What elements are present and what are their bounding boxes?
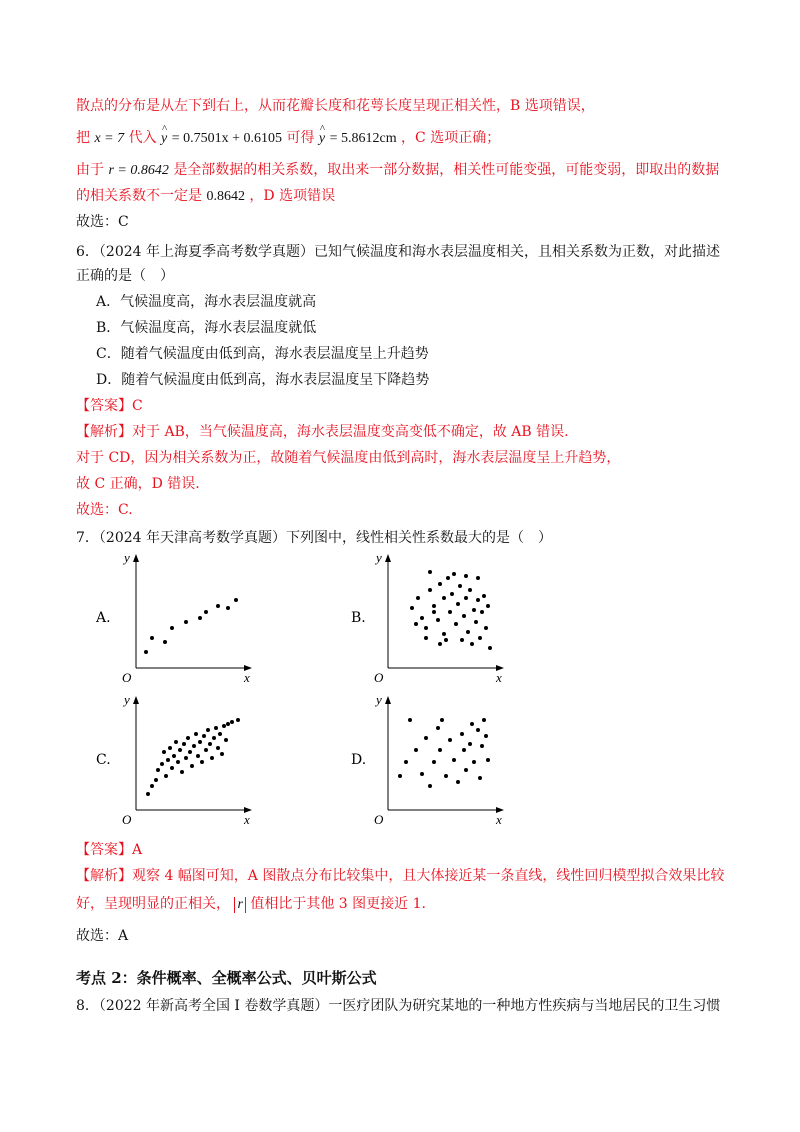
q6-analysis-3: 故 C 正确，D 错误. xyxy=(76,476,200,492)
scatter-plot-c xyxy=(118,690,258,826)
scatter-point xyxy=(432,610,436,614)
scatter-point xyxy=(482,718,486,722)
scatter-point xyxy=(456,780,460,784)
text: 是全部数据的相关系数，取出来一部分数据，相关性可能变强，可能变弱，即取出的数据 xyxy=(173,162,720,178)
q6-stem-1: 6．（2024 年上海夏季高考数学真题）已知气候温度和海水表层温度相关，且相关系数为正数，对此描述 xyxy=(76,244,720,260)
formula-x: x = 7 xyxy=(94,131,125,146)
scatter-point xyxy=(428,588,432,592)
plot-c-label: C. xyxy=(96,752,111,768)
q5-analysis-line-1: 散点的分布是从左下到右上，从而花瓣长度和花萼长度呈现正相关性，B 选项错误， xyxy=(76,98,595,114)
q6-answer: 【答案】C xyxy=(76,398,143,414)
y-axis-arrow xyxy=(385,554,391,562)
scatter-point xyxy=(184,620,188,624)
origin-label: O xyxy=(374,670,384,684)
scatter-point xyxy=(436,618,440,622)
scatter-point xyxy=(220,752,224,756)
scatter-point xyxy=(464,574,468,578)
q6-stem-2: 正确的是（ ） xyxy=(76,268,174,284)
scatter-point xyxy=(470,642,474,646)
scatter-point xyxy=(432,604,436,608)
formula-abs-r: r xyxy=(234,897,245,913)
q6-option-c: C．随着气候温度由低到高，海水表层温度呈上升趋势 xyxy=(96,346,429,362)
scatter-point xyxy=(226,606,230,610)
text: 对于 AB，当气候温度高，海水表层温度变高变低不确定，故 AB 错误. xyxy=(132,424,569,440)
scatter-point xyxy=(468,742,472,746)
scatter-point xyxy=(216,604,220,608)
scatter-point xyxy=(444,638,448,642)
text: 好，呈现明显的正相关， xyxy=(76,896,230,912)
plot-a-label: A. xyxy=(96,610,111,626)
scatter-point xyxy=(452,758,456,762)
scatter-point xyxy=(146,792,150,796)
scatter-point xyxy=(424,626,428,630)
formula-result: = 5.8612cm xyxy=(329,131,397,146)
scatter-point xyxy=(462,614,466,618)
scatter-point xyxy=(178,748,182,752)
scatter-point xyxy=(478,636,482,640)
scatter-point xyxy=(192,744,196,748)
scatter-point xyxy=(150,784,154,788)
scatter-point xyxy=(222,724,226,728)
x-axis-label: x xyxy=(244,812,250,826)
scatter-point xyxy=(224,738,228,742)
scatter-point xyxy=(476,598,480,602)
scatter-point xyxy=(472,760,476,764)
q7-answer: 【答案】A xyxy=(76,842,143,858)
scatter-point xyxy=(428,570,432,574)
scatter-plot-d-svg xyxy=(370,690,510,826)
scatter-point xyxy=(202,734,206,738)
y-axis-arrow xyxy=(133,554,139,562)
scatter-point xyxy=(180,770,184,774)
scatter-point xyxy=(456,602,460,606)
scatter-point xyxy=(198,740,202,744)
scatter-point xyxy=(186,736,190,740)
formula-yhat: ^ y xyxy=(161,129,167,149)
scatter-point xyxy=(474,620,478,624)
q6-option-b: B．气候温度高，海水表层温度就低 xyxy=(96,320,317,336)
scatter-point xyxy=(420,616,424,620)
scatter-point xyxy=(154,778,158,782)
plot-d-label: D. xyxy=(351,752,367,768)
text: ，D 选项错误 xyxy=(249,188,336,204)
scatter-point xyxy=(198,616,202,620)
text: 观察 4 幅图可知，A 图散点分布比较集中，且大体接近某一条直线，线性回归模型拟合效果比较 xyxy=(132,868,725,884)
scatter-plot-d xyxy=(370,690,510,826)
q7-analysis-2 xyxy=(76,894,426,914)
q5-choice: 故选：C xyxy=(76,214,129,230)
q6-analysis-2: 对于 CD，因为相关系数为正，故随着气候温度由低到高时，海水表层温度呈上升趋势， xyxy=(76,450,621,466)
scatter-point xyxy=(162,750,166,754)
scatter-point xyxy=(172,754,176,758)
scatter-point xyxy=(416,596,420,600)
scatter-point xyxy=(234,598,238,602)
q6-choice: 故选：C. xyxy=(76,502,133,518)
scatter-point xyxy=(194,732,198,736)
scatter-point xyxy=(404,760,408,764)
scatter-point xyxy=(478,776,482,780)
y-axis-arrow xyxy=(133,696,139,704)
scatter-point xyxy=(438,642,442,646)
scatter-point xyxy=(160,762,164,766)
scatter-point xyxy=(476,728,480,732)
analysis-tag: 【解析】 xyxy=(76,868,132,884)
q5-analysis-line-4 xyxy=(76,186,335,207)
scatter-point xyxy=(438,582,442,586)
x-axis-label: x xyxy=(496,670,502,684)
y-axis-label: y xyxy=(124,550,130,565)
scatter-point xyxy=(176,760,180,764)
scatter-point xyxy=(440,718,444,722)
origin-label: O xyxy=(122,670,132,684)
scatter-point xyxy=(208,742,212,746)
formula-value: 0.8642 xyxy=(206,189,245,204)
q5-analysis-line-2 xyxy=(76,128,500,149)
scatter-point xyxy=(448,610,452,614)
scatter-point xyxy=(460,732,464,736)
scatter-point xyxy=(450,592,454,596)
scatter-point xyxy=(444,774,448,778)
y-axis-arrow xyxy=(385,696,391,704)
scatter-point xyxy=(482,594,486,598)
formula-regression: = 0.7501x + 0.6105 xyxy=(171,131,282,146)
plot-b-label: B. xyxy=(351,610,366,626)
scatter-point xyxy=(206,728,210,732)
scatter-point xyxy=(164,774,168,778)
scatter-point xyxy=(452,572,456,576)
scatter-point xyxy=(442,632,446,636)
scatter-point xyxy=(212,736,216,740)
scatter-point xyxy=(420,772,424,776)
scatter-plot-c-svg xyxy=(118,690,258,826)
scatter-point xyxy=(470,722,474,726)
x-axis-label: x xyxy=(244,670,250,684)
text: 可得 xyxy=(286,130,315,146)
scatter-plot-b-svg xyxy=(370,548,510,684)
scatter-point xyxy=(150,636,154,640)
scatter-point xyxy=(480,610,484,614)
origin-label: O xyxy=(122,812,132,826)
y-axis-label: y xyxy=(376,550,382,565)
q7-stem: 7．（2024 年天津高考数学真题）下列图中，线性相关性系数最大的是（ ） xyxy=(76,530,552,546)
scatter-point xyxy=(428,784,432,788)
scatter-point xyxy=(424,636,428,640)
scatter-point xyxy=(446,576,450,580)
scatter-plot-a-svg xyxy=(118,548,258,684)
scatter-point xyxy=(424,736,428,740)
scatter-point xyxy=(480,744,484,748)
scatter-point xyxy=(230,720,234,724)
scatter-point xyxy=(200,760,204,764)
origin-label: O xyxy=(374,812,384,826)
text: ，C 选项正确； xyxy=(401,130,501,146)
scatter-point xyxy=(184,756,188,760)
scatter-plot-a xyxy=(118,548,258,684)
scatter-point xyxy=(398,774,402,778)
scatter-point xyxy=(414,748,418,752)
q6-option-a: A．气候温度高，海水表层温度就高 xyxy=(96,294,317,310)
scatter-point xyxy=(144,650,148,654)
scatter-point xyxy=(204,610,208,614)
scatter-point xyxy=(454,622,458,626)
scatter-point xyxy=(163,640,167,644)
scatter-point xyxy=(156,768,160,772)
scatter-point xyxy=(476,576,480,580)
scatter-point xyxy=(408,718,412,722)
scatter-point xyxy=(436,726,440,730)
x-axis-label: x xyxy=(496,812,502,826)
q6-analysis-1 xyxy=(76,422,569,442)
scatter-point xyxy=(226,722,230,726)
scatter-point xyxy=(214,726,218,730)
y-axis-label: y xyxy=(376,692,382,707)
scatter-point xyxy=(486,758,490,762)
q8-stem-1: 8．（2022 年新高考全国 I 卷数学真题）一医疗团队为研究某地的一种地方性疾病与当地居民的卫生习惯 xyxy=(76,998,721,1014)
scatter-point xyxy=(218,732,222,736)
scatter-point xyxy=(190,764,194,768)
scatter-point xyxy=(484,734,488,738)
scatter-point xyxy=(442,596,446,600)
scatter-point xyxy=(464,768,468,772)
scatter-plot-b xyxy=(370,548,510,684)
scatter-point xyxy=(460,638,464,642)
analysis-tag: 【解析】 xyxy=(76,424,132,440)
scatter-point xyxy=(168,746,172,750)
scatter-point xyxy=(458,584,462,588)
scatter-point xyxy=(468,588,472,592)
text: 把 xyxy=(76,130,90,146)
scatter-point xyxy=(438,748,442,752)
text: 值相比于其他 3 图更接近 1. xyxy=(250,896,426,912)
section-title: 考点 2：条件概率、全概率公式、贝叶斯公式 xyxy=(76,969,377,987)
scatter-point xyxy=(210,756,214,760)
q7-analysis-1 xyxy=(76,866,724,886)
text: 由于 xyxy=(76,162,104,178)
scatter-point xyxy=(432,760,436,764)
scatter-point xyxy=(466,630,470,634)
scatter-point xyxy=(166,758,170,762)
scatter-point xyxy=(182,742,186,746)
scatter-point xyxy=(462,748,466,752)
scatter-point xyxy=(236,718,240,722)
scatter-point xyxy=(196,754,200,758)
scatter-point xyxy=(414,622,418,626)
scatter-point xyxy=(410,606,414,610)
scatter-point xyxy=(448,738,452,742)
scatter-point xyxy=(486,604,490,608)
scatter-point xyxy=(484,626,488,630)
text: 代入 xyxy=(128,130,157,146)
q6-option-d: D．随着气候温度由低到高，海水表层温度呈下降趋势 xyxy=(96,372,430,388)
scatter-point xyxy=(488,646,492,650)
scatter-point xyxy=(188,750,192,754)
q5-analysis-line-3 xyxy=(76,160,719,181)
q7-choice: 故选：A xyxy=(76,928,129,944)
scatter-point xyxy=(170,626,174,630)
formula-r: r = 0.8642 xyxy=(108,163,169,178)
scatter-point xyxy=(204,748,208,752)
scatter-point xyxy=(174,740,178,744)
y-axis-label: y xyxy=(124,692,130,707)
scatter-point xyxy=(216,746,220,750)
formula-yhat-2: ^ y xyxy=(319,129,325,149)
scatter-point xyxy=(170,766,174,770)
scatter-point xyxy=(472,608,476,612)
text: 的相关系数不一定是 xyxy=(76,188,202,204)
scatter-point xyxy=(464,596,468,600)
